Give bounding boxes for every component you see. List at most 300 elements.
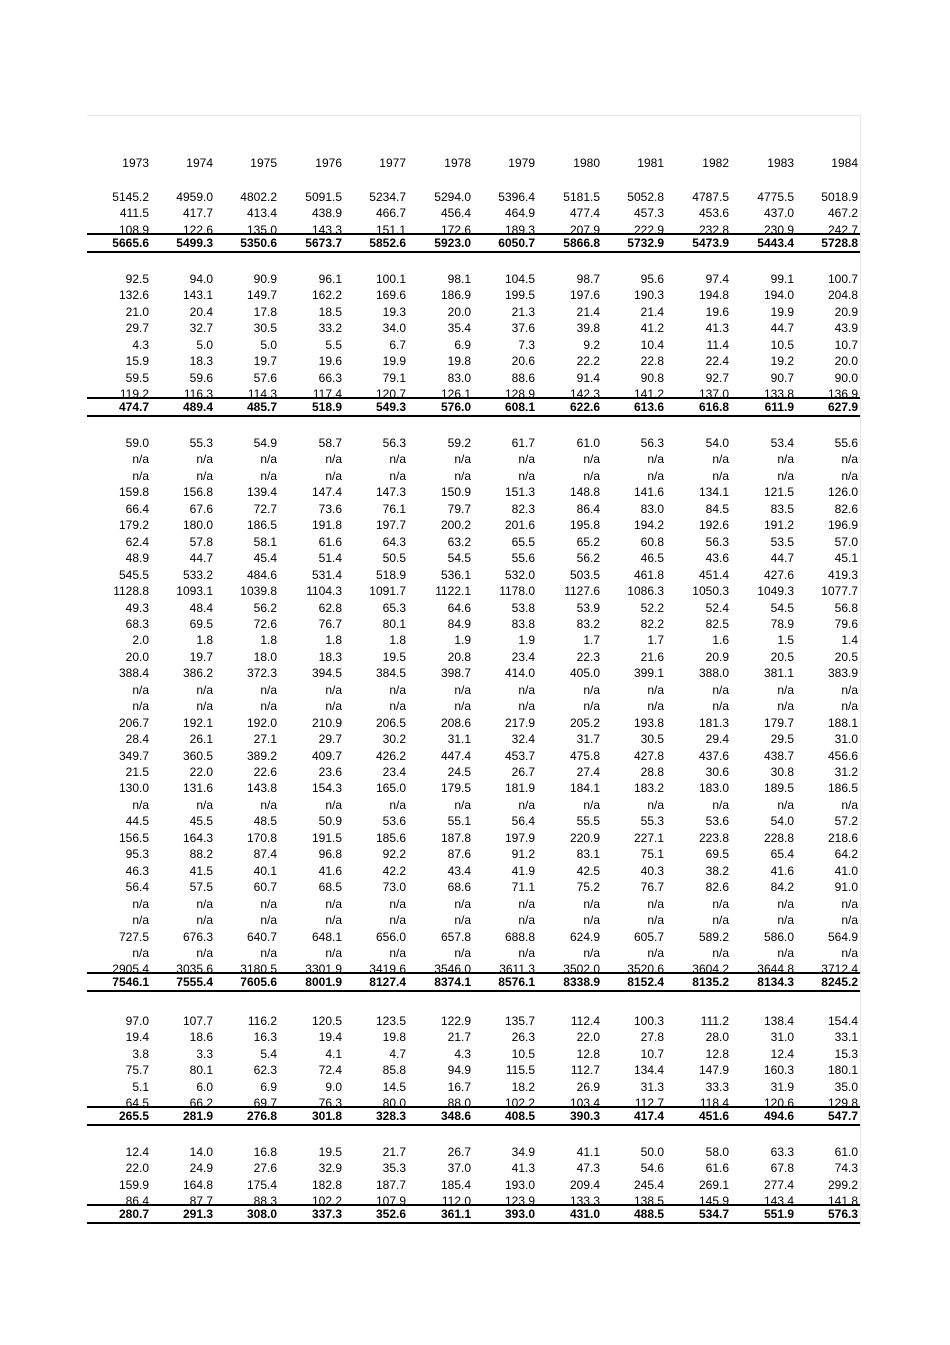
table-cell: 114.3 xyxy=(247,387,277,398)
table-cell: n/a xyxy=(132,682,149,697)
table-cell: 31.0 xyxy=(834,732,858,747)
table-cell: 22.6 xyxy=(253,765,277,779)
table-cell: 60.8 xyxy=(640,534,664,549)
table-cell: 217.9 xyxy=(504,715,535,730)
table-cell: 100.7 xyxy=(827,272,858,286)
table-cell: 31.1 xyxy=(447,732,471,747)
table-cell: 30.5 xyxy=(253,321,277,336)
table-cell: 533.2 xyxy=(182,567,213,582)
total-underline xyxy=(87,1124,860,1126)
table-cell: 26.7 xyxy=(511,765,535,779)
table-cell: 53.9 xyxy=(576,600,600,615)
table-cell: 8576.1 xyxy=(498,975,535,990)
table-cell: 29.7 xyxy=(318,732,342,747)
table-cell: 54.5 xyxy=(447,551,471,566)
table-cell: 30.5 xyxy=(640,732,664,747)
table-cell: 99.1 xyxy=(770,272,794,286)
table-cell: n/a xyxy=(583,896,600,911)
table-cell: 7605.6 xyxy=(240,975,277,990)
table-cell: 44.7 xyxy=(770,551,794,566)
table-cell: 129.8 xyxy=(827,1096,858,1107)
table-cell: n/a xyxy=(454,452,471,467)
table-cell: n/a xyxy=(389,945,406,960)
table-cell: 453.7 xyxy=(504,748,535,763)
table-cell: 57.5 xyxy=(189,880,213,895)
table-cell: 56.3 xyxy=(640,436,664,450)
table-cell: n/a xyxy=(583,913,600,928)
table-cell: 431.0 xyxy=(569,1207,600,1222)
table-cell: 83.8 xyxy=(511,616,535,631)
table-cell: 8245.2 xyxy=(821,975,858,990)
table-cell: 34.9 xyxy=(511,1145,535,1159)
table-cell: 90.7 xyxy=(770,370,794,385)
table-cell: 139.4 xyxy=(246,485,277,500)
table-cell: 3604.2 xyxy=(692,962,729,973)
table-cell: 186.5 xyxy=(246,518,277,533)
year-header-row xyxy=(87,155,860,171)
table-cell: n/a xyxy=(841,452,858,467)
table-cell: 61.6 xyxy=(705,1161,729,1176)
table-cell: 29.7 xyxy=(125,321,149,336)
table-cell: 156.5 xyxy=(118,830,149,845)
table-cell: 6.9 xyxy=(260,1079,277,1094)
table-cell: 69.5 xyxy=(189,616,213,631)
table-row xyxy=(87,682,860,698)
table-cell: 57.8 xyxy=(189,534,213,549)
table-cell: n/a xyxy=(260,468,277,483)
table-cell: 50.9 xyxy=(318,814,342,829)
table-cell: n/a xyxy=(196,468,213,483)
table-cell: 59.2 xyxy=(447,436,471,450)
table-cell: 386.2 xyxy=(182,666,213,681)
table-cell: n/a xyxy=(777,896,794,911)
table-cell: 18.3 xyxy=(189,354,213,369)
table-cell: 451.4 xyxy=(698,567,729,582)
table-cell: 48.5 xyxy=(253,814,277,829)
table-cell: 1978 xyxy=(444,156,471,170)
table-cell: n/a xyxy=(712,945,729,960)
table-cell: 35.4 xyxy=(447,321,471,336)
table-cell: 613.6 xyxy=(633,400,664,415)
table-cell: n/a xyxy=(454,797,471,812)
table-cell: 35.3 xyxy=(382,1161,406,1176)
table-cell: 200.2 xyxy=(440,518,471,533)
table-cell: 151.3 xyxy=(504,485,535,500)
table-cell: 21.6 xyxy=(640,649,664,664)
table-cell: 82.6 xyxy=(705,880,729,895)
table-cell: n/a xyxy=(260,699,277,714)
table-cell: 41.1 xyxy=(576,1145,600,1159)
table-row xyxy=(87,1193,860,1204)
table-cell: 20.4 xyxy=(189,304,213,319)
table-cell: 55.6 xyxy=(834,436,858,450)
table-cell: n/a xyxy=(712,452,729,467)
table-cell: 119.2 xyxy=(119,387,149,398)
table-cell: 57.2 xyxy=(834,814,858,829)
table-cell: 5852.6 xyxy=(369,235,406,250)
table-cell: 28.8 xyxy=(640,765,664,779)
table-cell: 65.3 xyxy=(382,600,406,615)
table-cell: 409.7 xyxy=(311,748,342,763)
table-cell: 232.8 xyxy=(698,222,729,233)
table-cell: n/a xyxy=(518,797,535,812)
table-cell: 88.6 xyxy=(511,370,535,385)
table-cell: 5443.4 xyxy=(757,235,794,250)
table-cell: 112.7 xyxy=(570,1063,600,1078)
table-cell: 50.5 xyxy=(382,551,406,566)
table-cell: 61.7 xyxy=(511,436,535,450)
table-cell: 61.0 xyxy=(834,1145,858,1159)
table-cell: 281.9 xyxy=(182,1109,213,1124)
table-cell: n/a xyxy=(583,682,600,697)
table-row xyxy=(87,813,860,829)
table-cell: 164.8 xyxy=(182,1177,213,1192)
table-cell: 26.1 xyxy=(189,732,213,747)
table-cell: 69.5 xyxy=(705,847,729,862)
table-cell: 197.9 xyxy=(504,830,535,845)
table-cell: 727.5 xyxy=(118,929,149,944)
table-cell: 5728.8 xyxy=(821,235,858,250)
table-cell: n/a xyxy=(132,468,149,483)
table-cell: 19.7 xyxy=(253,354,277,369)
table-cell: 6.7 xyxy=(389,337,406,352)
table-cell: 194.8 xyxy=(698,288,729,303)
table-cell: 82.5 xyxy=(705,616,729,631)
table-cell: 57.6 xyxy=(253,370,277,385)
table-row xyxy=(87,1013,860,1029)
table-cell: 1.5 xyxy=(777,633,794,648)
table-cell: 193.0 xyxy=(504,1177,535,1192)
table-cell: 62.3 xyxy=(253,1063,277,1078)
table-cell: 5673.7 xyxy=(305,235,342,250)
table-cell: 55.5 xyxy=(576,814,600,829)
table-cell: n/a xyxy=(712,682,729,697)
table-cell: 461.8 xyxy=(633,567,664,582)
table-cell: 230.9 xyxy=(763,222,794,233)
table-cell: n/a xyxy=(132,896,149,911)
table-cell: 3611.3 xyxy=(499,962,535,973)
table-cell: 159.9 xyxy=(118,1177,149,1192)
table-cell: 20.6 xyxy=(511,354,535,369)
table-cell: 53.8 xyxy=(511,600,535,615)
table-row xyxy=(87,304,860,320)
table-cell: 185.4 xyxy=(440,1177,471,1192)
table-cell: 1.6 xyxy=(712,633,729,648)
table-cell: 79.1 xyxy=(382,370,406,385)
table-cell: 10.5 xyxy=(770,337,794,352)
table-cell: 19.9 xyxy=(382,354,406,369)
table-cell: 55.3 xyxy=(189,436,213,450)
table-cell: 33.3 xyxy=(705,1079,729,1094)
table-cell: 611.9 xyxy=(764,400,794,415)
table-cell: 7.3 xyxy=(518,337,535,352)
table-cell: 276.8 xyxy=(246,1109,277,1124)
table-cell: 133.3 xyxy=(569,1194,600,1205)
table-cell: n/a xyxy=(841,468,858,483)
table-cell: 5732.9 xyxy=(627,235,664,250)
table-cell: 518.9 xyxy=(311,400,342,415)
table-cell: 73.6 xyxy=(318,501,342,516)
table-cell: 102.2 xyxy=(504,1096,535,1107)
table-row xyxy=(87,961,860,972)
table-cell: 56.3 xyxy=(382,436,406,450)
table-cell: 197.7 xyxy=(375,518,406,533)
table-cell: 413.4 xyxy=(246,206,277,221)
table-cell: n/a xyxy=(325,797,342,812)
table-row xyxy=(87,1046,860,1062)
table-cell: 143.1 xyxy=(182,288,213,303)
table-cell: 72.4 xyxy=(318,1063,342,1078)
table-cell: 86.4 xyxy=(576,501,600,516)
table-cell: n/a xyxy=(389,913,406,928)
table-cell: 589.2 xyxy=(698,929,729,944)
table-cell: 142.3 xyxy=(569,387,600,398)
table-cell: 54.6 xyxy=(640,1161,664,1176)
table-cell: 135.7 xyxy=(504,1014,535,1028)
table-cell: n/a xyxy=(389,452,406,467)
table-cell: 116.2 xyxy=(247,1014,277,1028)
total-underline xyxy=(87,1222,860,1224)
table-cell: 112.0 xyxy=(441,1194,471,1205)
table-cell: 68.6 xyxy=(447,880,471,895)
table-cell: 78.9 xyxy=(770,616,794,631)
table-cell: 61.0 xyxy=(576,436,600,450)
table-cell: 151.1 xyxy=(375,222,406,233)
table-cell: 4802.2 xyxy=(240,190,277,204)
table-cell: 23.6 xyxy=(318,765,342,779)
table-cell: 44.7 xyxy=(189,551,213,566)
table-cell: n/a xyxy=(196,945,213,960)
table-cell: 419.3 xyxy=(827,567,858,582)
table-cell: n/a xyxy=(583,468,600,483)
table-cell: 18.5 xyxy=(318,304,342,319)
table-cell: 191.2 xyxy=(763,518,794,533)
table-cell: 71.1 xyxy=(511,880,535,895)
table-cell: 15.9 xyxy=(125,354,149,369)
table-cell: 1178.0 xyxy=(499,584,535,599)
table-cell: 398.7 xyxy=(440,666,471,681)
table-cell: 66.2 xyxy=(189,1096,213,1107)
table-cell: 18.3 xyxy=(318,649,342,664)
table-cell: 47.3 xyxy=(576,1161,600,1176)
table-row xyxy=(87,780,860,796)
table-cell: 190.3 xyxy=(633,288,664,303)
table-cell: 228.8 xyxy=(763,830,794,845)
table-cell: n/a xyxy=(325,896,342,911)
table-cell: 411.5 xyxy=(119,206,149,221)
table-cell: 90.9 xyxy=(253,272,277,286)
table-cell: 21.7 xyxy=(447,1030,471,1045)
table-cell: 676.3 xyxy=(182,929,213,944)
table-cell: 56.3 xyxy=(705,534,729,549)
table-cell: 1.8 xyxy=(196,633,213,648)
table-cell: 147.9 xyxy=(698,1063,729,1078)
table-cell: 95.6 xyxy=(640,272,664,286)
table-cell: 97.4 xyxy=(705,272,729,286)
table-cell: 390.3 xyxy=(569,1109,600,1124)
table-cell: 194.2 xyxy=(633,518,664,533)
table-cell: 189.5 xyxy=(763,781,794,796)
table-cell: 172.6 xyxy=(440,222,471,233)
table-row xyxy=(87,797,860,813)
table-cell: 108.9 xyxy=(118,222,149,233)
table-cell: 63.2 xyxy=(447,534,471,549)
table-cell: 19.9 xyxy=(770,304,794,319)
table-cell: 207.9 xyxy=(569,222,600,233)
table-cell: 1039.8 xyxy=(240,584,277,599)
table-cell: n/a xyxy=(132,913,149,928)
table-cell: 405.0 xyxy=(569,666,600,681)
table-cell: 299.2 xyxy=(827,1177,858,1192)
table-cell: 193.8 xyxy=(633,715,664,730)
table-cell: 120.6 xyxy=(763,1096,794,1107)
table-cell: 30.2 xyxy=(382,732,406,747)
table-cell: 10.7 xyxy=(834,337,858,352)
table-cell: n/a xyxy=(841,682,858,697)
table-cell: 348.6 xyxy=(440,1109,471,1124)
table-cell: 98.1 xyxy=(447,272,471,286)
total-underline xyxy=(87,990,860,992)
table-cell: n/a xyxy=(647,896,664,911)
table-cell: 8127.4 xyxy=(369,975,406,990)
table-cell: 10.7 xyxy=(640,1046,664,1061)
table-cell: 437.6 xyxy=(698,748,729,763)
table-cell: 5234.7 xyxy=(369,190,406,204)
table-cell: 186.9 xyxy=(440,288,471,303)
table-cell: 467.2 xyxy=(827,206,858,221)
table-cell: n/a xyxy=(260,896,277,911)
table-cell: 349.7 xyxy=(118,748,149,763)
table-cell: 360.5 xyxy=(182,748,213,763)
table-cell: 16.7 xyxy=(447,1079,471,1094)
table-cell: 5665.6 xyxy=(112,235,149,250)
table-cell: 28.4 xyxy=(125,732,149,747)
table-cell: 27.1 xyxy=(253,732,277,747)
table-cell: 83.0 xyxy=(447,370,471,385)
table-cell: n/a xyxy=(325,682,342,697)
table-row xyxy=(87,665,860,681)
table-cell: 20.9 xyxy=(705,649,729,664)
table-cell: 657.8 xyxy=(440,929,471,944)
table-cell: 21.4 xyxy=(576,304,600,319)
table-cell: 195.8 xyxy=(569,518,600,533)
table-cell: 35.0 xyxy=(834,1079,858,1094)
table-cell: 66.3 xyxy=(318,370,342,385)
table-cell: 159.8 xyxy=(118,485,149,500)
table-cell: 76.7 xyxy=(318,616,342,631)
table-cell: 280.7 xyxy=(118,1207,149,1222)
table-cell: 1974 xyxy=(186,156,213,170)
table-cell: 45.5 xyxy=(189,814,213,829)
table-cell: n/a xyxy=(454,682,471,697)
table-row xyxy=(87,1062,860,1078)
table-cell: 183.0 xyxy=(698,781,729,796)
table-cell: 61.6 xyxy=(318,534,342,549)
table-cell: 269.1 xyxy=(698,1177,729,1192)
table-cell: 551.9 xyxy=(763,1207,794,1222)
table-cell: 308.0 xyxy=(246,1207,277,1222)
table-cell: 76.3 xyxy=(318,1096,342,1107)
table-cell: 534.7 xyxy=(698,1207,729,1222)
table-cell: 56.2 xyxy=(253,600,277,615)
table-cell: 162.2 xyxy=(311,288,342,303)
table-cell: 1979 xyxy=(508,156,535,170)
table-cell: 31.7 xyxy=(576,732,600,747)
table-cell: 222.9 xyxy=(633,222,664,233)
table-cell: 5.0 xyxy=(260,337,277,352)
table-row xyxy=(87,863,860,879)
table-cell: n/a xyxy=(583,699,600,714)
table-cell: 19.8 xyxy=(382,1030,406,1045)
table-cell: 94.9 xyxy=(447,1063,471,1078)
table-cell: 31.3 xyxy=(640,1079,664,1094)
table-cell: 5018.9 xyxy=(821,190,858,204)
table-cell: 169.6 xyxy=(375,288,406,303)
table-cell: 112.7 xyxy=(634,1096,664,1107)
table-cell: 154.3 xyxy=(311,781,342,796)
table-cell: n/a xyxy=(196,699,213,714)
table-cell: n/a xyxy=(712,468,729,483)
table-row xyxy=(87,1079,860,1095)
table-cell: 43.9 xyxy=(834,321,858,336)
table-cell: 54.0 xyxy=(770,814,794,829)
table-cell: 10.4 xyxy=(640,337,664,352)
table-cell: 65.4 xyxy=(770,847,794,862)
table-cell: 5181.5 xyxy=(563,190,600,204)
table-cell: n/a xyxy=(712,913,729,928)
table-cell: 6.0 xyxy=(196,1079,213,1094)
table-row xyxy=(87,945,860,961)
table-cell: 29.5 xyxy=(770,732,794,747)
table-cell: 648.1 xyxy=(311,929,342,944)
table-cell: 54.5 xyxy=(770,600,794,615)
table-cell: 484.6 xyxy=(246,567,277,582)
table-cell: 242.7 xyxy=(827,222,858,233)
table-cell: n/a xyxy=(518,468,535,483)
table-cell: n/a xyxy=(518,896,535,911)
table-cell: 20.8 xyxy=(447,649,471,664)
table-row xyxy=(87,846,860,862)
table-cell: 21.4 xyxy=(640,304,664,319)
table-cell: 156.8 xyxy=(182,485,213,500)
table-cell: 586.0 xyxy=(763,929,794,944)
table-cell: 183.2 xyxy=(633,781,664,796)
table-cell: 227.1 xyxy=(633,830,664,845)
table-cell: 26.9 xyxy=(576,1079,600,1094)
table-cell: 194.0 xyxy=(763,288,794,303)
table-cell: 66.4 xyxy=(125,501,149,516)
table-cell: 141.6 xyxy=(633,485,664,500)
table-cell: 15.3 xyxy=(834,1046,858,1061)
table-cell: 32.4 xyxy=(511,732,535,747)
table-cell: 91.0 xyxy=(834,880,858,895)
table-cell: 5294.0 xyxy=(434,190,471,204)
table-cell: n/a xyxy=(260,913,277,928)
table-cell: 1049.3 xyxy=(757,584,794,599)
total-underline xyxy=(87,415,860,417)
table-cell: 74.3 xyxy=(834,1161,858,1176)
table-cell: 53.6 xyxy=(705,814,729,829)
table-cell: 656.0 xyxy=(375,929,406,944)
table-cell: 141.8 xyxy=(827,1194,858,1205)
table-cell: n/a xyxy=(647,797,664,812)
table-cell: 1984 xyxy=(831,156,858,170)
table-cell: 426.2 xyxy=(375,748,406,763)
table-cell: 22.3 xyxy=(576,649,600,664)
total-row xyxy=(87,399,860,415)
table-cell: n/a xyxy=(518,682,535,697)
table-cell: 3035.6 xyxy=(176,962,213,973)
